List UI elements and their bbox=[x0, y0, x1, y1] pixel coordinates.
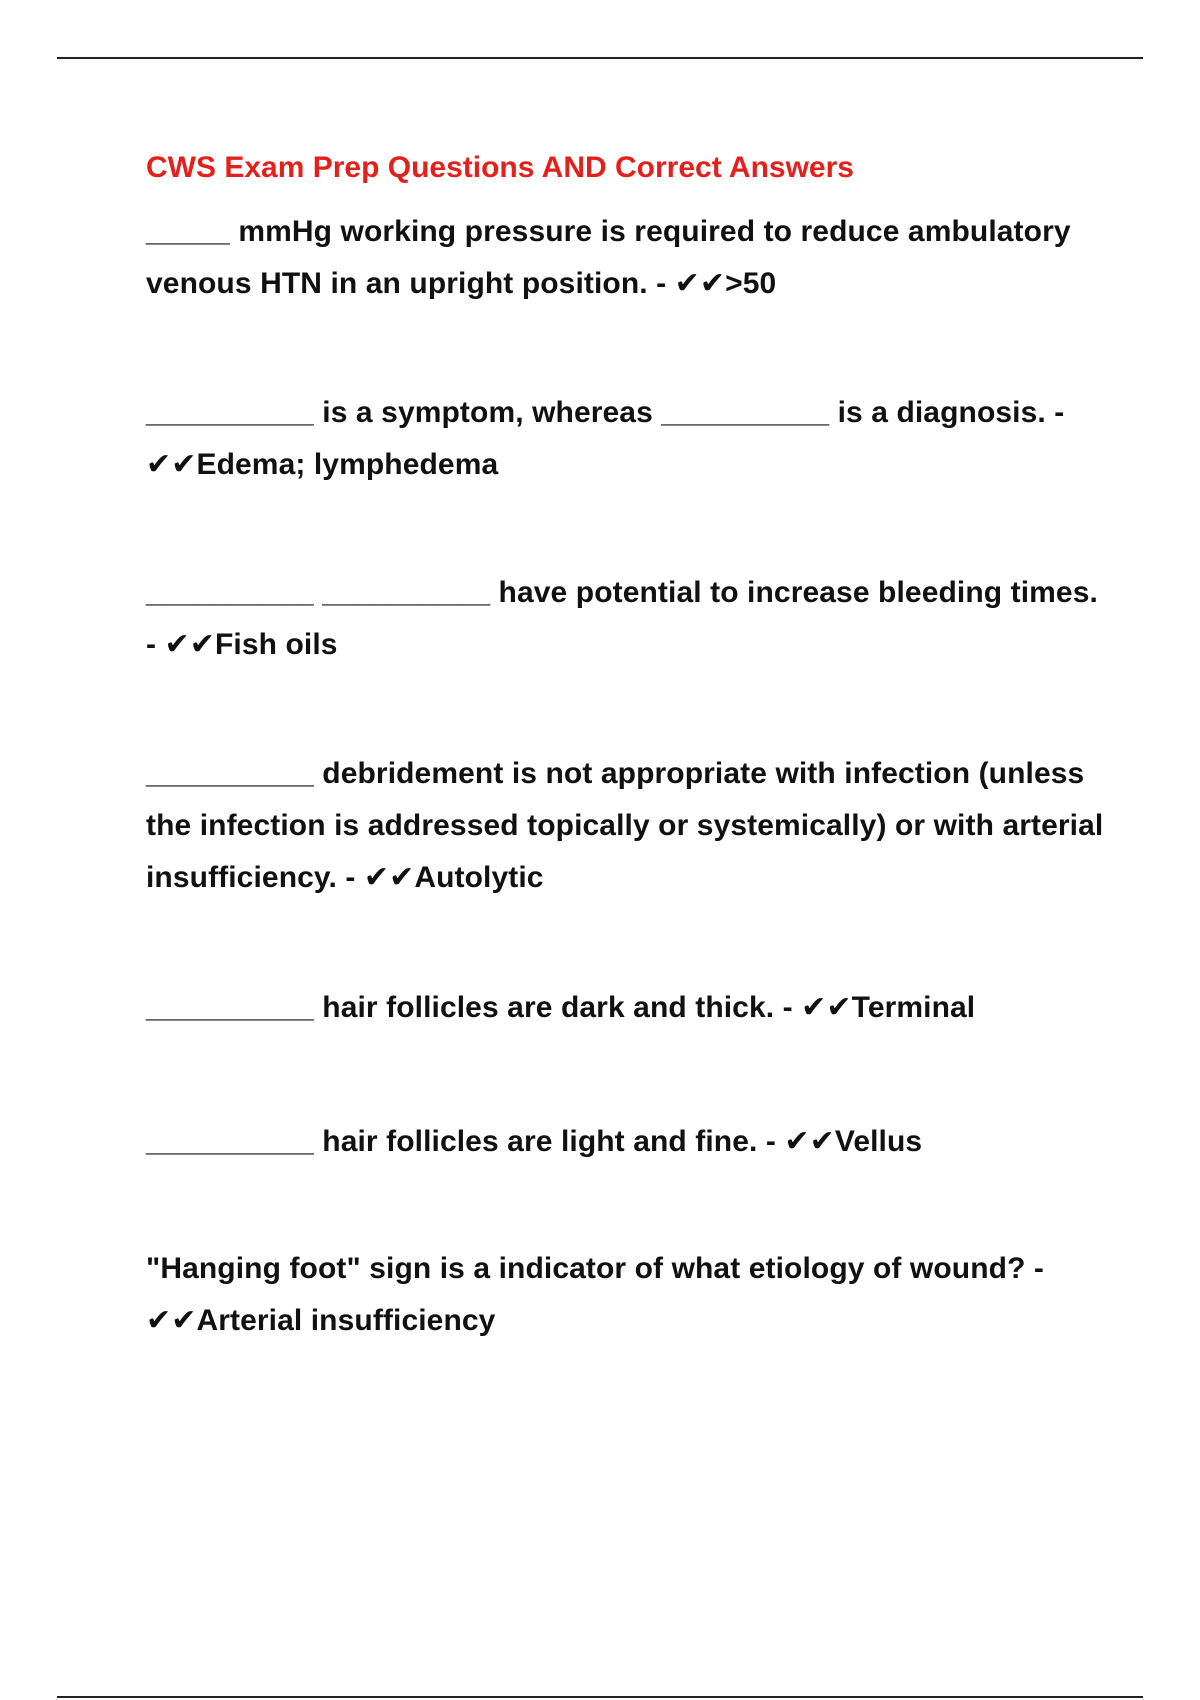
qa-item-2: __________ is a symptom, whereas __________ is a diagnosis. - ✔✔Edema; lymphedema bbox=[146, 396, 1065, 481]
top-rule bbox=[57, 57, 1143, 59]
document-title: CWS Exam Prep Questions AND Correct Answers bbox=[146, 151, 854, 184]
qa-item-7: "Hanging foot" sign is a indicator of what etiology of wound? - ✔✔Arterial insufficiency bbox=[146, 1252, 1045, 1337]
qa-item-3: __________ __________ have potential to increase bleeding times. - ✔✔Fish oils bbox=[146, 576, 1098, 661]
qa-item-4: __________ debridement is not appropriate with infection (unless the infection is addressed topically or systemically) or with arterial insufficiency. - ✔✔Autolytic bbox=[146, 757, 1104, 894]
bottom-rule bbox=[57, 1696, 1143, 1698]
qa-item-6: __________ hair follicles are light and fine. - ✔✔Vellus bbox=[146, 1125, 923, 1158]
qa-item-1: _____ mmHg working pressure is required to reduce ambulatory venous HTN in an upright position. - ✔✔>50 bbox=[146, 215, 1071, 300]
qa-item-5: __________ hair follicles are dark and thick. - ✔✔Terminal bbox=[146, 991, 976, 1024]
